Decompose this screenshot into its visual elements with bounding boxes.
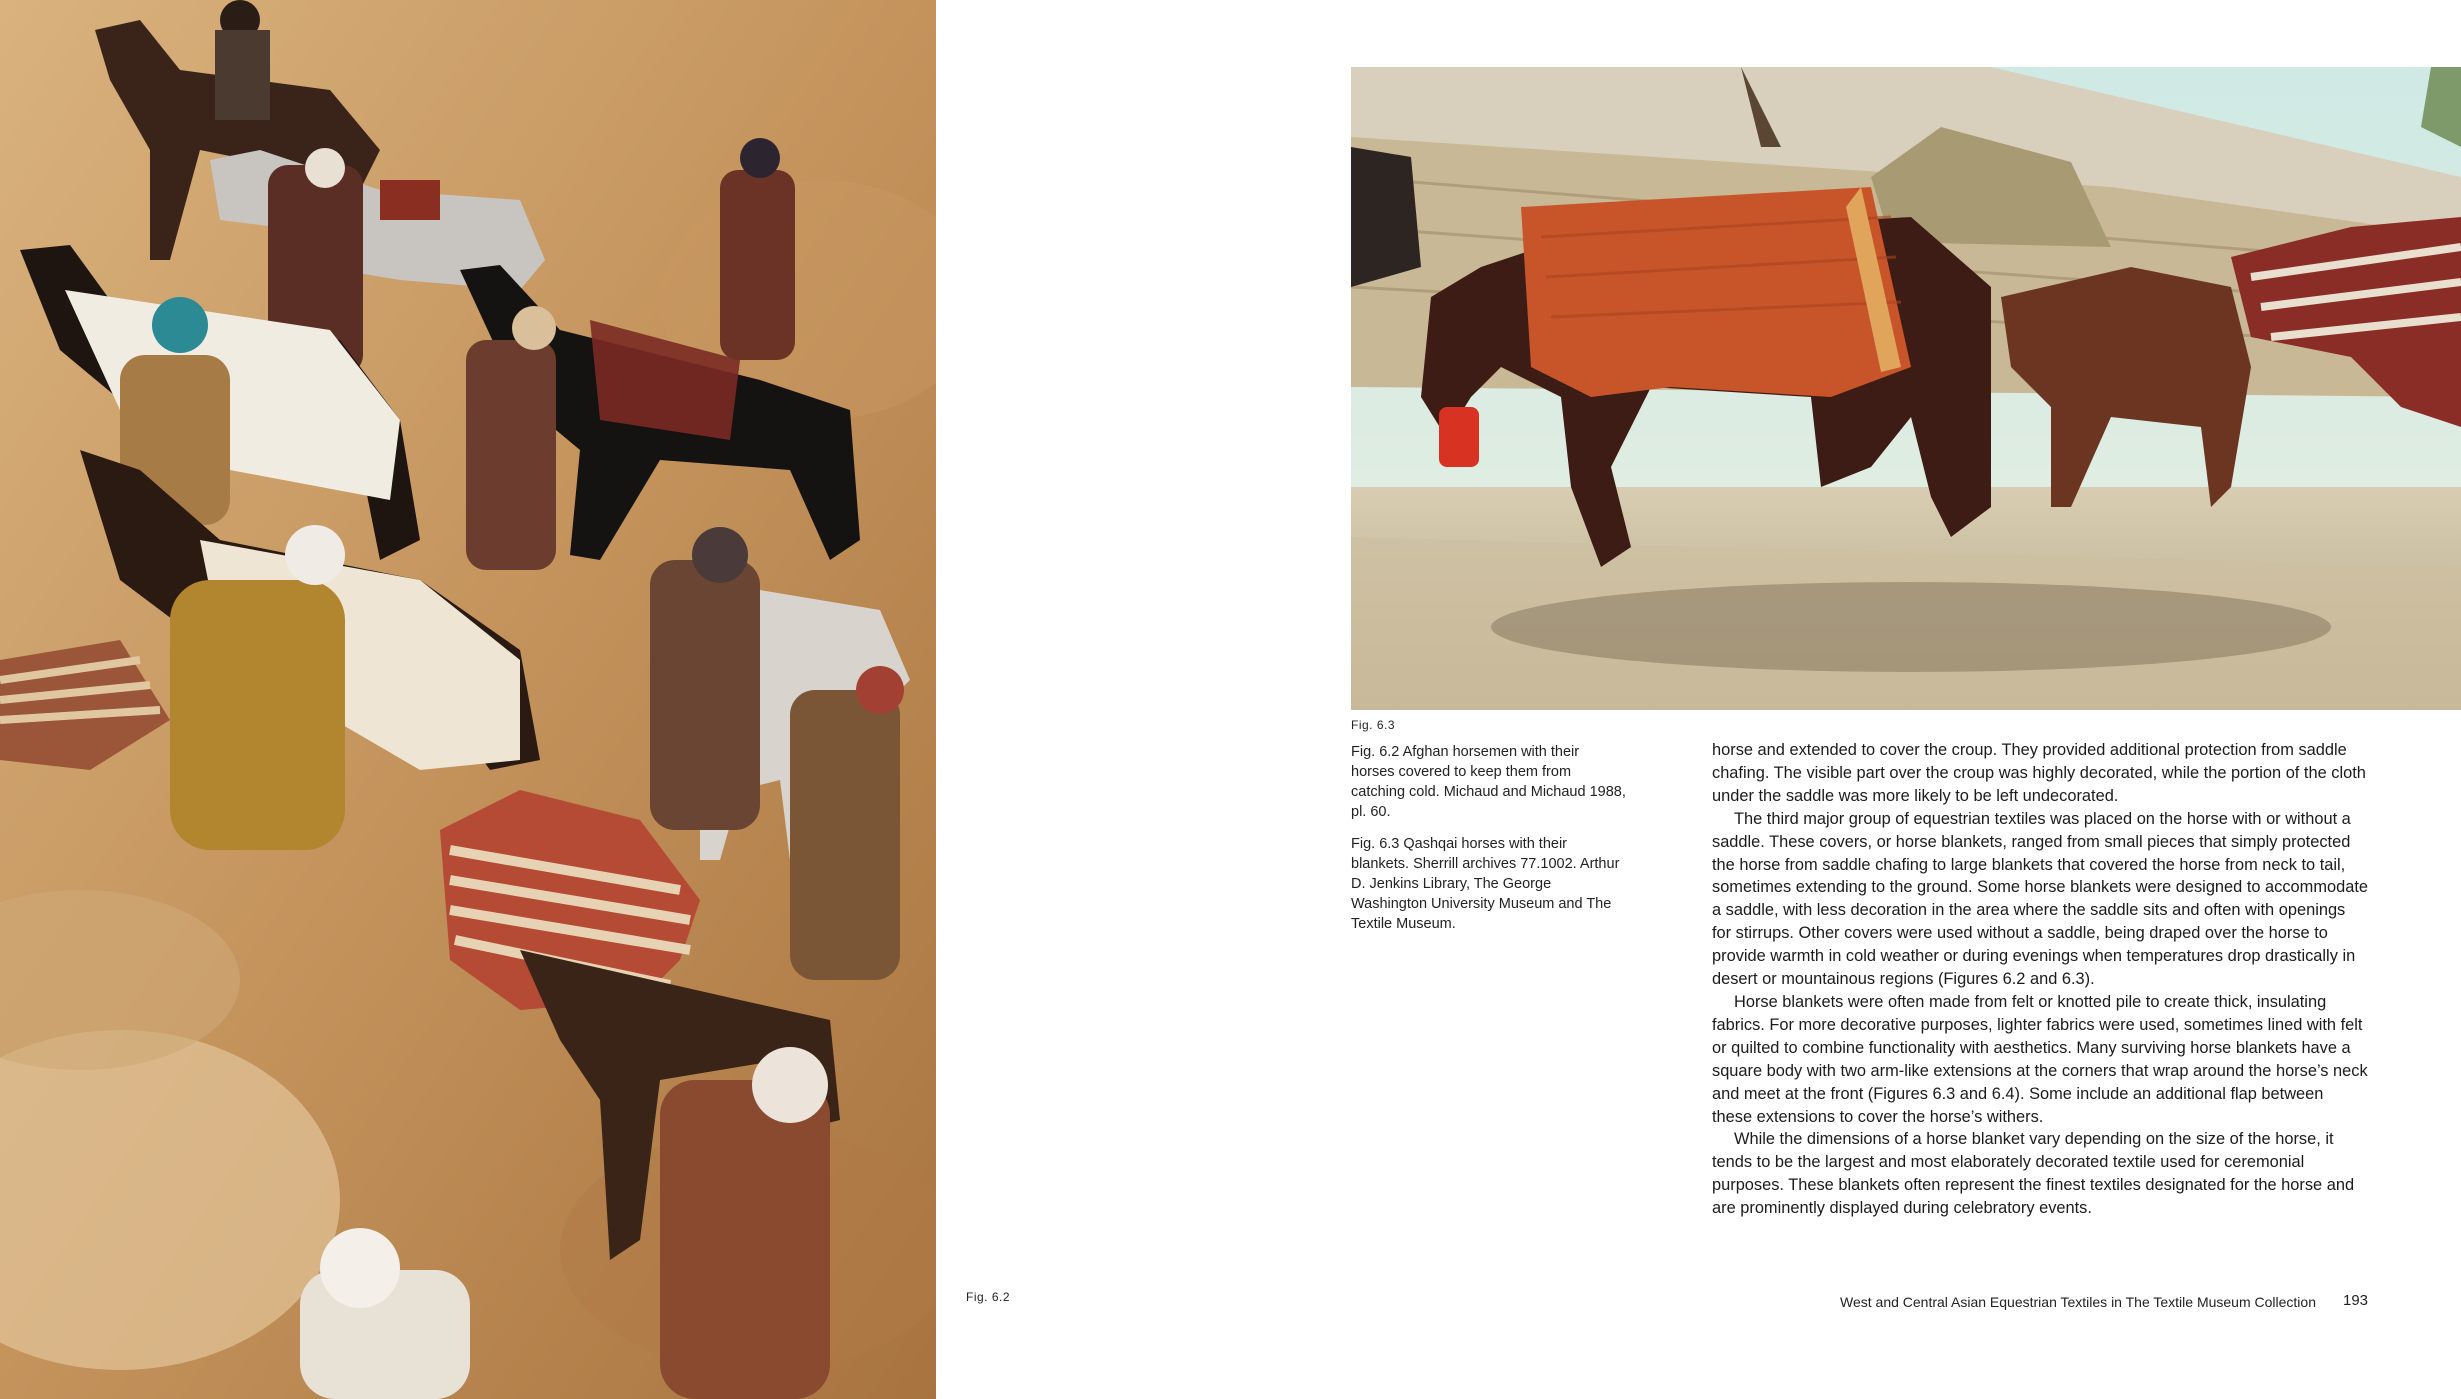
- body-paragraph: The third major group of equestrian textiles was placed on the horse with or without a saddle. These covers, or horse blankets, ranged from small pieces that simply protected the horse from saddle chafing to large blankets that covered the horse from neck to tail, sometimes extending to the ground. Some horse blankets were designed to accommodate a saddle, with less decoration in the area where the saddle sits and often with openings for stirrups. Other covers were used without a saddle, being draped over the horse to provide warmth in cold weather or during evenings when temperatures drop drastically in desert or mountainous regions (Figures 6.2 and 6.3).: [1712, 809, 2369, 989]
- page-number: 193: [2343, 1292, 2369, 1309]
- running-head: West and Central Asian Equestrian Textiles in The Textile Museum Collection: [1840, 1294, 2316, 1310]
- body-paragraph: While the dimensions of a horse blanket vary depending on the size of the horse, it tends to be the largest and most elaborately decorated textile used for ceremonial purposes. These blankets often represent the finest textiles designated for the horse and are prominently displayed during celebratory events.: [1712, 1130, 2355, 1218]
- left-photo-afghan-horsemen: [0, 0, 936, 1399]
- figure-captions: [1351, 742, 1626, 946]
- body-paragraph: Horse blankets were often made from felt or knotted pile to create thick, insulating fabrics. For more decorative purposes, lighter fabrics were used, sometimes lined with felt or quilted to combine functionality with aesthetics. Many surviving horse blankets have a square body with two arm-like extensions at the corners that wrap around the horse’s neck and meet at the front (Figures 6.3 and 6.4). Some include an additional flap between these extensions to cover the horse’s withers.: [1712, 992, 2368, 1126]
- caption-figure-6-3: Fig. 6.3 Qashqai horses with their blankets. Sherrill archives 77.1002. Arthur D. Jenkins Library, The George Washington University Museum and The Textile Museum.: [1351, 836, 1620, 932]
- caption-figure-6-2: Fig. 6.2 Afghan horsemen with their horses covered to keep them from catching cold. Michaud and Michaud 1988, pl. 60.: [1351, 744, 1626, 820]
- body-text: [1712, 739, 2368, 1220]
- right-photo-qashqai-horses: [1351, 67, 2461, 710]
- figure-6-2-label: Fig. 6.2: [966, 1290, 1011, 1304]
- body-paragraph: horse and extended to cover the croup. They provided additional protection from saddle chafing. The visible part over the croup was highly decorated, while the portion of the cloth under the saddle was more likely to be left undecorated.: [1712, 741, 2366, 805]
- figure-6-3-label: Fig. 6.3: [1351, 718, 1396, 732]
- left-photo-illustration: [0, 0, 936, 1399]
- right-photo-illustration: [1351, 67, 2461, 710]
